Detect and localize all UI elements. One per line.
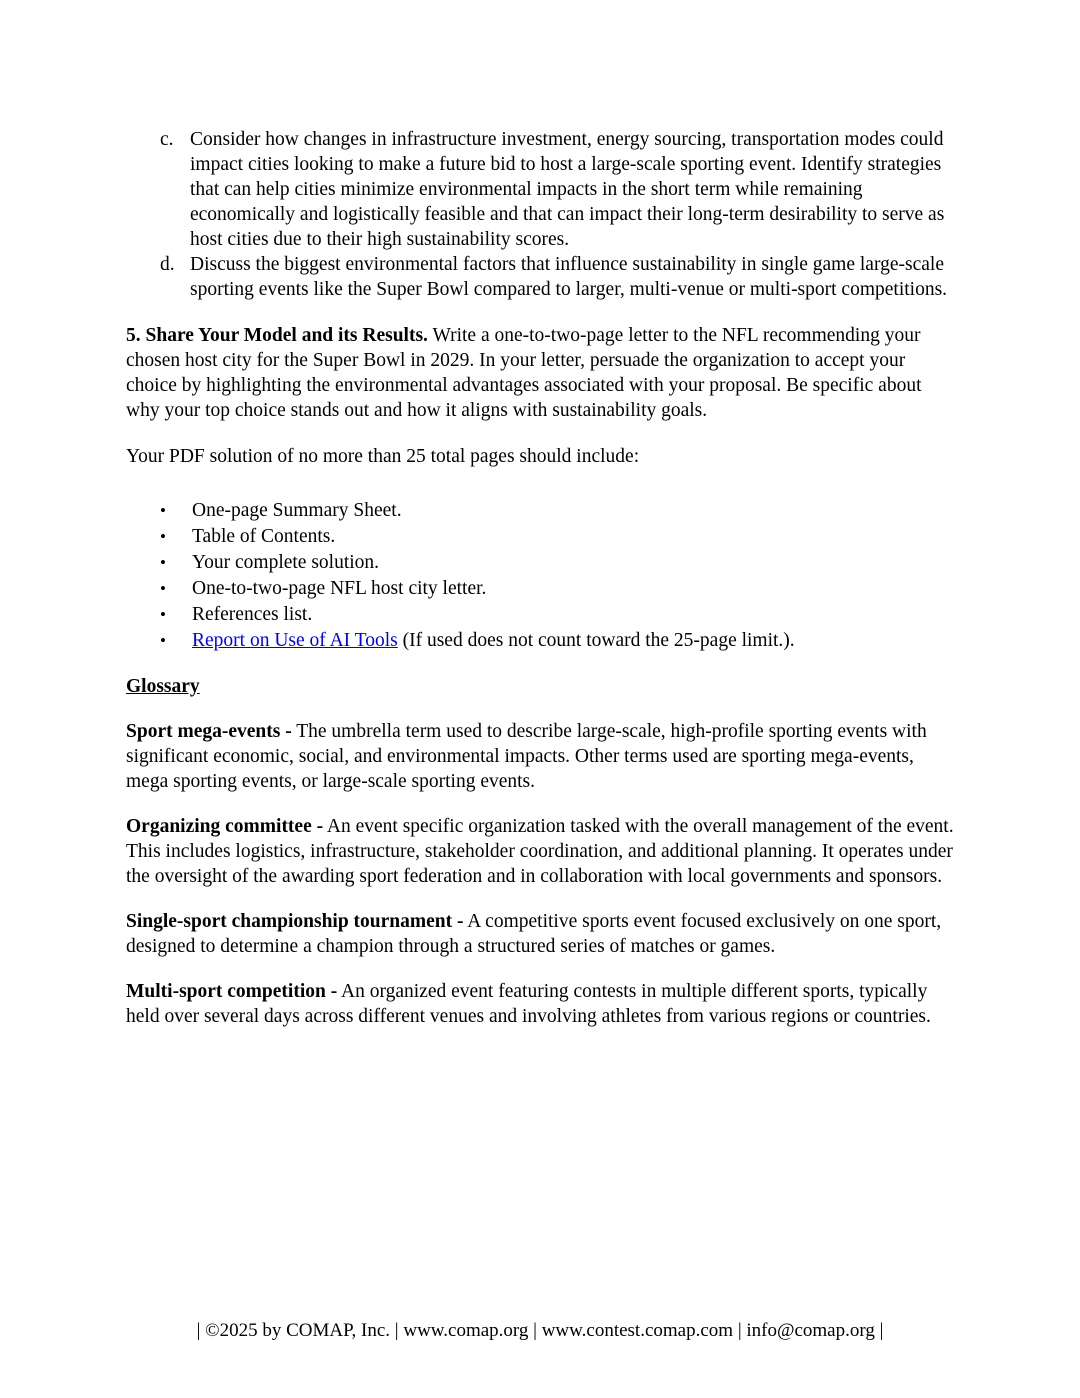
bullet-icon: • xyxy=(160,553,166,572)
bullet-icon: • xyxy=(160,579,166,598)
glossary-term: Single-sport championship tournament - xyxy=(126,911,464,932)
glossary-term: Organizing committee - xyxy=(126,816,324,837)
bullet-host-city-letter-text: One-to-two-page NFL host city letter. xyxy=(192,578,487,599)
bullet-summary-sheet-text: One-page Summary Sheet. xyxy=(192,500,402,521)
list-marker-c: c. xyxy=(160,129,174,150)
pdf-intro-paragraph: Your PDF solution of no more than 25 total pages should include: xyxy=(126,446,640,467)
list-marker-d: d. xyxy=(160,254,175,275)
lettered-task-list xyxy=(126,127,958,302)
glossary-heading: Glossary xyxy=(126,676,200,697)
section5-heading: 5. Share Your Model and its Results. xyxy=(126,325,428,346)
bullet-complete-solution-text: Your complete solution. xyxy=(192,552,380,573)
bullet-icon: • xyxy=(160,527,166,546)
bullet-summary-sheet xyxy=(126,498,958,524)
glossary-entry-multi-sport-competition xyxy=(126,979,958,1029)
bullet-icon: • xyxy=(160,631,166,650)
list-item-d xyxy=(126,252,958,302)
list-item-c-text: Consider how changes in infrastructure investment, energy sourcing, transportation modes could impact cities looking to make a future bid to host a large-scale sporting event. Identify strategies that can help cities minimize environmental impacts in the short term while remaining economically and logistically feasible and that can impact their long-term desirability to serve as host cities due to their high sustainability scores. xyxy=(190,129,945,250)
document-content xyxy=(126,127,958,1029)
section5-body: Write a one-to-two-page letter to the NFL recommending your chosen host city for the Super Bowl in 2029. In your letter, persuade the organization to accept your choice by highlighting the environmental advantages associated with your proposal. Be specific about why your top choice stands out and how it aligns with sustainability goals. xyxy=(126,325,922,421)
bullet-table-of-contents-text: Table of Contents. xyxy=(192,526,336,547)
glossary-section xyxy=(126,674,958,699)
bullet-icon: • xyxy=(160,501,166,520)
glossary-term: Multi-sport competition - xyxy=(126,981,338,1002)
glossary-entry-single-sport-tournament xyxy=(126,909,958,959)
glossary-definition: An organized event featuring contests in multiple different sports, typically held over several days across different venues and involving athletes from various regions or countries. xyxy=(126,981,931,1027)
glossary-entry-organizing-committee xyxy=(126,814,958,889)
glossary-definition: A competitive sports event focused exclusively on one sport, designed to determine a champion through a structured series of matches or games. xyxy=(126,911,942,957)
section5-paragraph xyxy=(126,323,958,423)
glossary-term: Sport mega-events - xyxy=(126,721,292,742)
glossary-entry-sport-mega-events xyxy=(126,719,958,794)
bullet-references-list xyxy=(126,602,958,628)
pdf-requirements-list xyxy=(126,498,958,654)
bullet-ai-tools-report xyxy=(126,628,958,654)
glossary-definition: An event specific organization tasked with the overall management of the event. This includes logistics, infrastructure, stakeholder coordination, and additional planning. It operates under the oversight of the awarding sport federation and in collaboration with local governments and sponsors. xyxy=(126,816,954,887)
bullet-table-of-contents xyxy=(126,524,958,550)
list-item-c xyxy=(126,127,958,252)
bullet-icon: • xyxy=(160,605,166,624)
list-item-d-text: Discuss the biggest environmental factors that influence sustainability in single game large-scale sporting events like the Super Bowl compared to larger, multi-venue or multi-sport competitions. xyxy=(190,254,948,300)
bullet-host-city-letter xyxy=(126,576,958,602)
ai-tools-report-link[interactable]: Report on Use of AI Tools xyxy=(192,630,398,651)
bullet-ai-tools-report-text: (If used does not count toward the 25-page limit.). xyxy=(397,630,795,651)
glossary-definition: The umbrella term used to describe large-scale, high-profile sporting events with significant economic, social, and environmental impacts. Other terms used are sporting mega-events, mega sporting events, or large-scale sporting events. xyxy=(126,721,927,792)
bullet-complete-solution xyxy=(126,550,958,576)
page-footer: | ©2025 by COMAP, Inc. | www.comap.org | www.contest.comap.com | info@comap.org | xyxy=(196,1320,884,1341)
bullet-references-list-text: References list. xyxy=(192,604,313,625)
